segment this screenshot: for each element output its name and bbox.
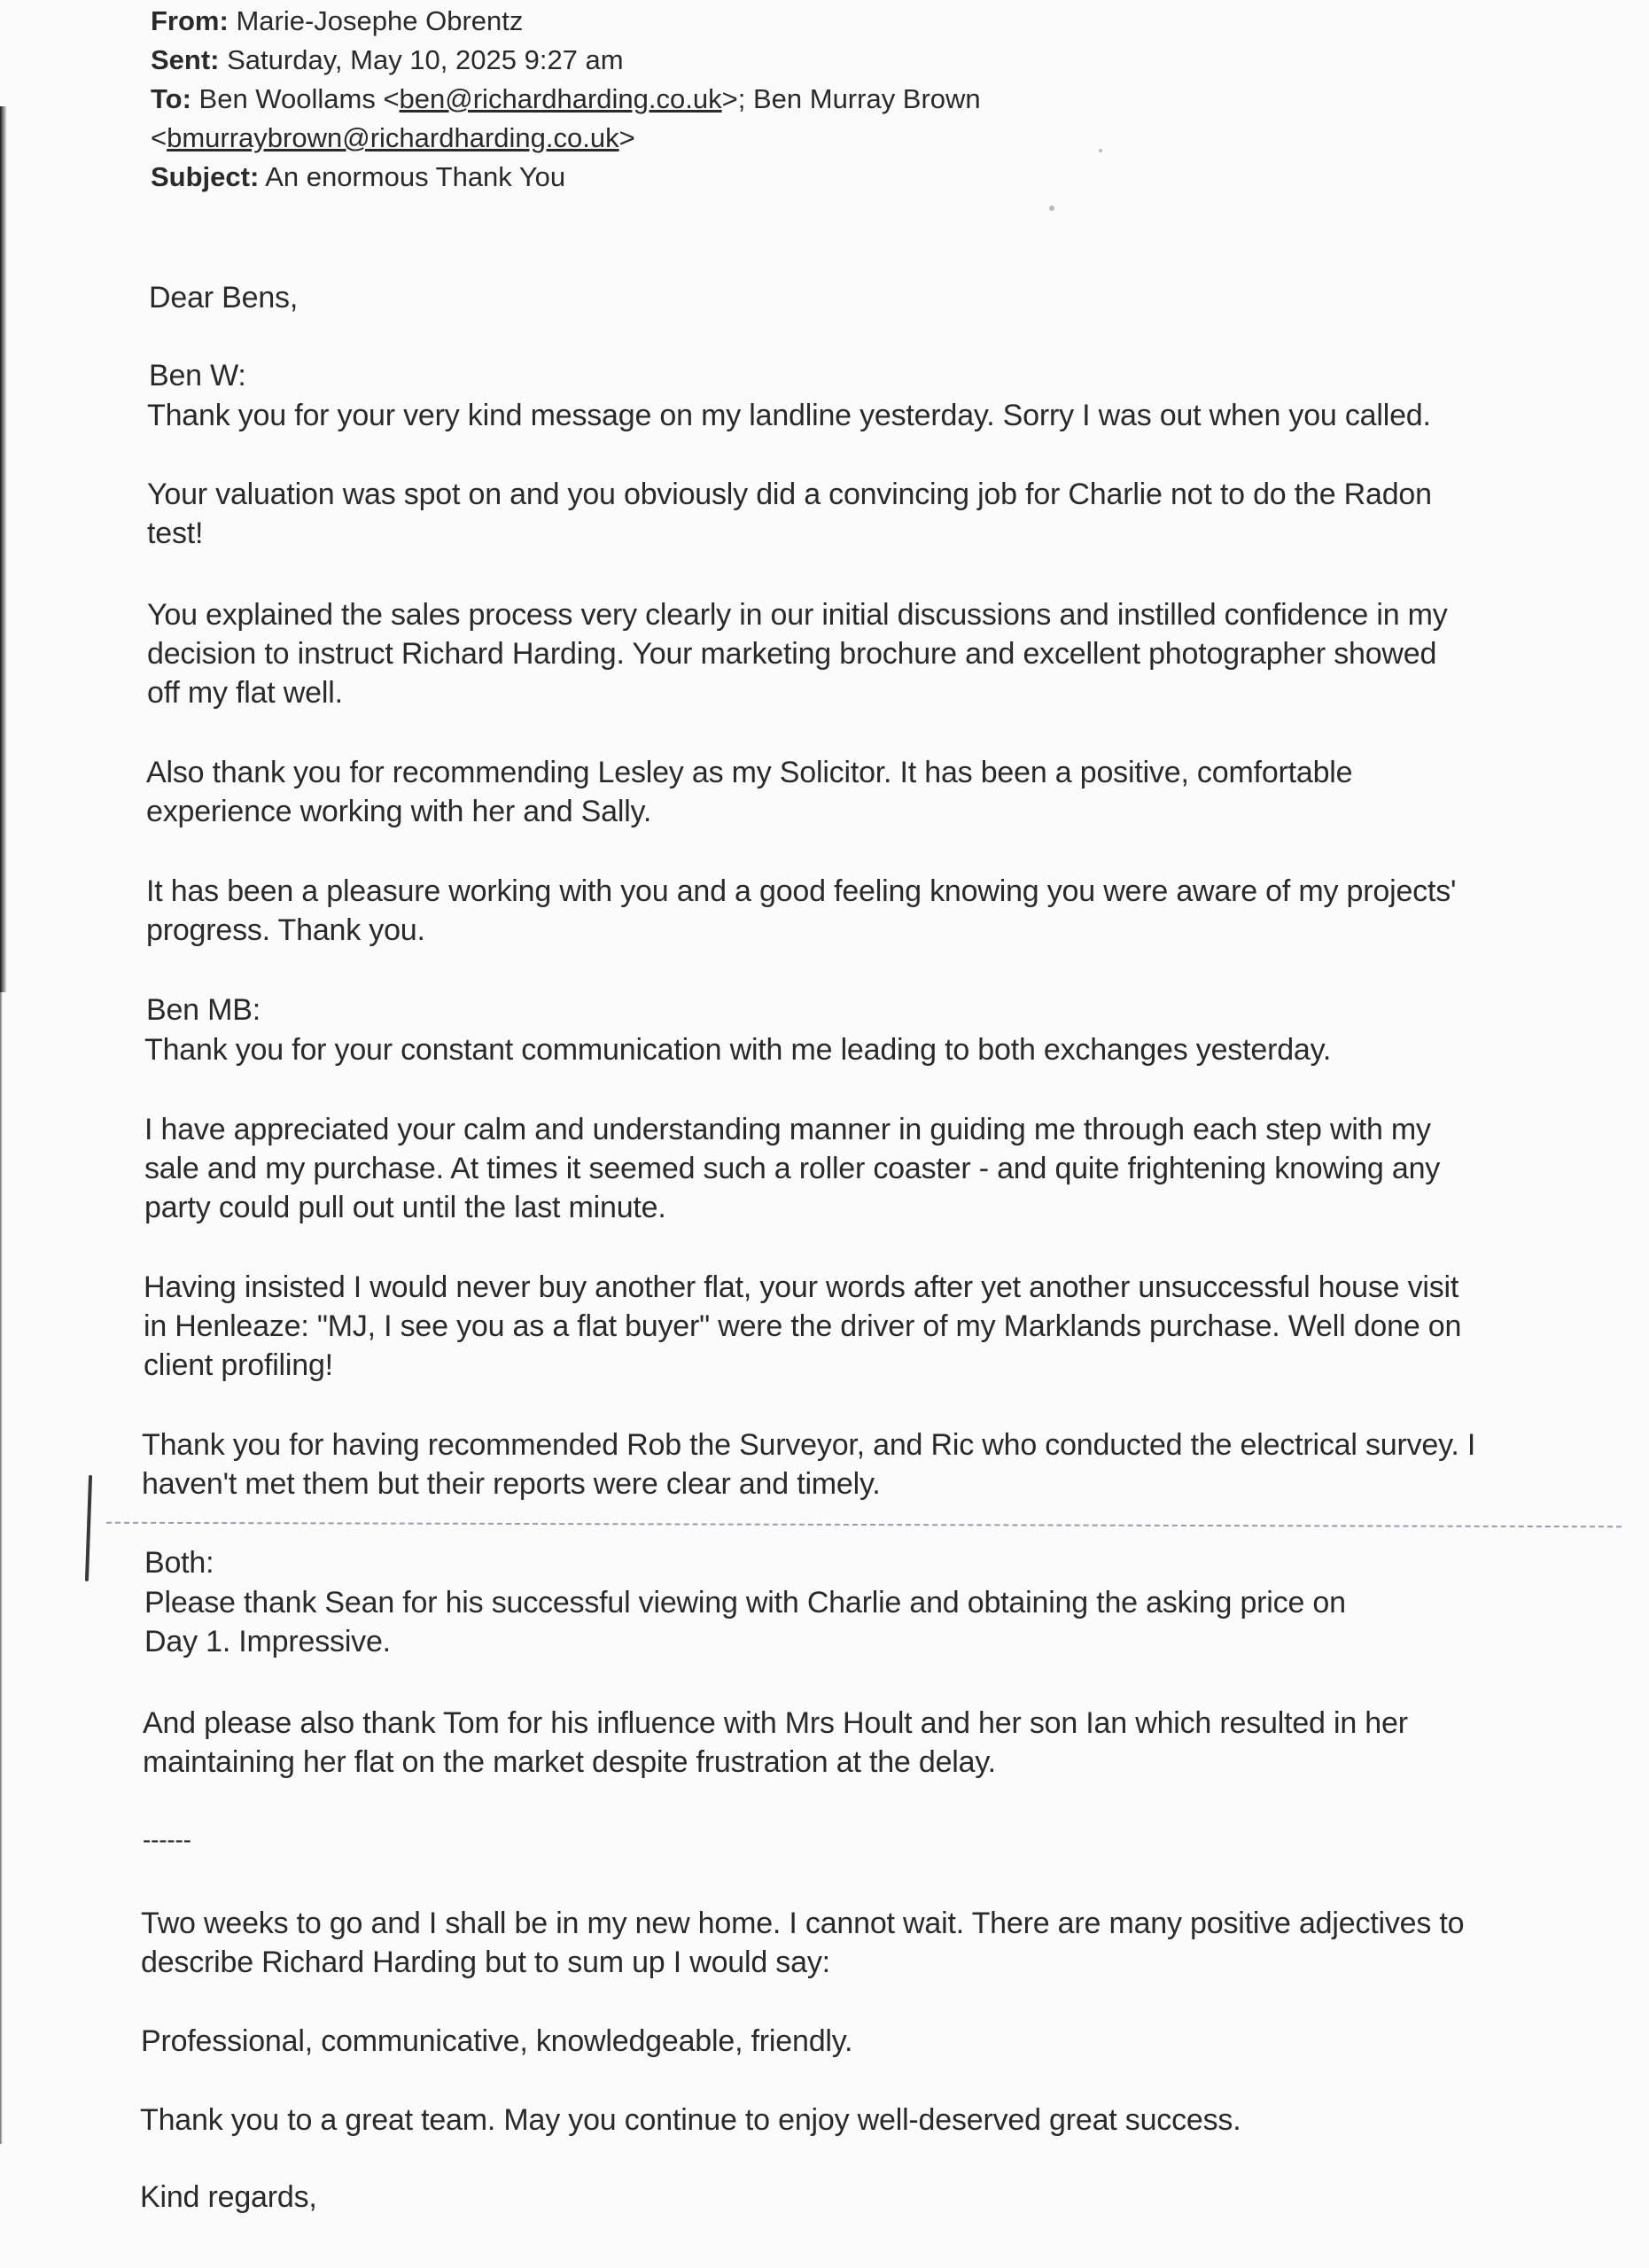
from-label: From: — [151, 5, 229, 36]
paragraph-9-line-1: Thank you for having recommended Rob the Surveyor, and Ric who conducted the electrical survey. I — [142, 1428, 1476, 1462]
scan-shadow-edge-lower — [0, 992, 3, 2144]
to-email-2[interactable]: bmurraybrown@richardharding.co.uk — [167, 122, 619, 153]
scan-speck — [1099, 149, 1102, 152]
paragraph-7-line-2: sale and my purchase. At times it seemed such a roller coaster - and quite frightening knowing any — [144, 1152, 1441, 1185]
closing: Kind regards, — [140, 2180, 317, 2214]
paragraph-8-line-1: Having insisted I would never buy another flat, your words after yet another unsuccessful house visit — [144, 1270, 1459, 1304]
paragraph-14: Thank you to a great team. May you continue to enjoy well-deserved great success. — [140, 2103, 1241, 2137]
separator-dashes: ------ — [143, 1826, 191, 1853]
paragraph-4-line-2: experience working with her and Sally. — [146, 795, 652, 828]
paragraph-11-line-2: maintaining her flat on the market despite frustration at the delay. — [143, 1745, 996, 1779]
paragraph-12-line-2: describe Richard Harding but to sum up I would say: — [141, 1946, 830, 1979]
scan-shadow-edge — [0, 106, 7, 992]
to-label: To: — [151, 83, 191, 114]
paragraph-3-line-1: You explained the sales process very clearly in our initial discussions and instilled confidence in my — [147, 598, 1448, 632]
paragraph-5-line-2: progress. Thank you. — [146, 913, 425, 947]
to-email-1[interactable]: ben@richardharding.co.uk — [399, 83, 722, 114]
to-line-continued: <bmurraybrown@richardharding.co.uk> — [151, 122, 635, 153]
paragraph-1: Thank you for your very kind message on my landline yesterday. Sorry I was out when you called. — [147, 399, 1431, 432]
ben-mb-heading: Ben MB: — [146, 993, 261, 1027]
paragraph-3-line-3: off my flat well. — [147, 676, 343, 710]
paragraph-10-line-2: Day 1. Impressive. — [144, 1625, 391, 1658]
paragraph-4-line-1: Also thank you for recommending Lesley as my Solicitor. It has been a positive, comfortable — [146, 756, 1353, 789]
paragraph-6: Thank you for your constant communication with me leading to both exchanges yesterday. — [144, 1033, 1332, 1067]
subject-label: Subject: — [151, 161, 260, 192]
paragraph-8-line-2: in Henleaze: "MJ, I see you as a flat buyer" were the driver of my Marklands purchase. Well done on — [144, 1309, 1462, 1343]
paragraph-2-line-1: Your valuation was spot on and you obviously did a convincing job for Charlie not to do the Radon — [147, 478, 1432, 511]
to-line: To: Ben Woollams <ben@richardharding.co.uk>; Ben Murray Brown — [151, 83, 981, 114]
paragraph-7-line-3: party could pull out until the last minute. — [144, 1191, 666, 1224]
paragraph-10-line-1: Please thank Sean for his successful viewing with Charlie and obtaining the asking price on — [144, 1586, 1346, 1619]
subject-line — [151, 161, 565, 193]
paragraph-2-line-2: test! — [147, 517, 204, 550]
paragraph-12-line-1: Two weeks to go and I shall be in my new home. I cannot wait. There are many positive adjectives to — [141, 1907, 1465, 1940]
sent-value: Saturday, May 10, 2025 9:27 am — [227, 44, 624, 75]
both-heading: Both: — [144, 1546, 214, 1580]
to-name-2: Ben Murray Brown — [752, 83, 981, 114]
sent-label: Sent: — [151, 44, 220, 75]
paragraph-9-line-2: haven't met them but their reports were clear and timely. — [142, 1467, 881, 1501]
scan-divider-line — [106, 1522, 1622, 1527]
paragraph-3-line-2: decision to instruct Richard Harding. Your marketing brochure and excellent photographer showed — [147, 637, 1437, 671]
greeting: Dear Bens, — [149, 281, 299, 315]
paragraph-7-line-1: I have appreciated your calm and understanding manner in guiding me through each step with my — [144, 1113, 1431, 1146]
paragraph-11-line-1: And please also thank Tom for his influence with Mrs Hoult and her son Ian which resulted in her — [143, 1706, 1408, 1740]
scan-speck — [1049, 206, 1054, 211]
from-value: Marie-Josephe Obrentz — [236, 5, 524, 36]
paragraph-13: Professional, communicative, knowledgeable, friendly. — [141, 2024, 853, 2058]
paragraph-8-line-3: client profiling! — [144, 1348, 333, 1382]
sent-line — [151, 44, 624, 76]
to-name-1: Ben Woollams — [198, 83, 376, 114]
ben-w-heading: Ben W: — [149, 359, 246, 392]
subject-value: An enormous Thank You — [265, 161, 566, 192]
paragraph-5-line-1: It has been a pleasure working with you and a good feeling knowing you were aware of my projects' — [146, 874, 1457, 908]
pen-mark — [85, 1475, 92, 1581]
from-line — [151, 5, 523, 37]
